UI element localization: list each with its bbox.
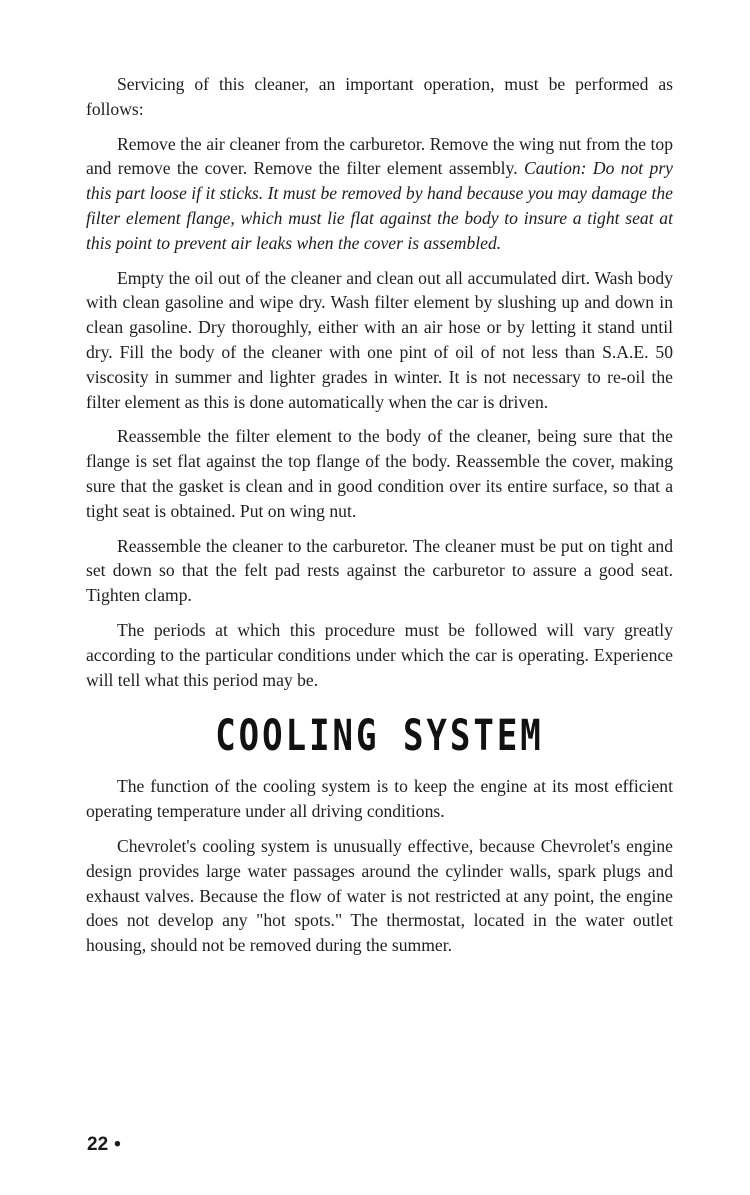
paragraph-cooling-function: The function of the cooling system is to keep the engine at its most efficient operating temperature under all driving conditions. <box>86 776 673 822</box>
paragraph-cooling-effective: Chevrolet's cooling system is unusually effective, because Chevrolet's engine design provides large water passages around the cylinder walls, spark plugs and exhaust valves. Because the flow of water is not restricted at any point, the engine does not develop any "hot spots." The thermostat, located in the water outlet housing, should not be removed during the summer. <box>86 835 673 956</box>
paragraph-service-periods: The periods at which this procedure must be followed will vary greatly according to the particular conditions under which the car is operating. Experience will tell what this period may be. <box>86 619 673 690</box>
paragraph-servicing-intro: Servicing of this cleaner, an important operation, must be performed as follows: <box>86 74 673 119</box>
paragraph-reassemble-cleaner: Reassemble the cleaner to the carburetor. The cleaner must be put on tight and set down so that the felt pad rests against the carburetor to assure a good seat. Tighten clamp. <box>86 535 673 606</box>
paragraph-empty-oil: Empty the oil out of the cleaner and clean out all accumulated dirt. Wash body with clean gasoline and wipe dry. Wash filter element by slushing up and down in clean gasoline. Dry thoroughly, either with an air hose or by letting it stand until dry. Fill the body of the cleaner with one pint of oil of not less than S.A.E. 50 viscosity in summer and lighter grades in winter. It is not necessary to re-oil the filter element as this is done automatically when the car is driven. <box>86 267 673 412</box>
caution-note: Caution: Do not pry this part loose if it sticks. It must be removed by hand because you may damage the filter element flange, which must lie flat against the body to insure a tight seat at this point to prevent air leaks when the cover is assembled. <box>86 158 673 253</box>
paragraph-remove-cleaner <box>86 132 673 256</box>
remove-cleaner-text: Remove the air cleaner from the carburetor. Remove the wing nut from the top and remove the cover. Remove the filter element assembly. <box>86 133 673 179</box>
body-text <box>86 72 673 968</box>
section-title-cooling-system: COOLING SYSTEM <box>215 711 544 762</box>
paragraph-reassemble-filter: Reassemble the filter element to the body of the cleaner, being sure that the flange is set flat against the top flange of the body. Reassemble the cover, making sure that the gasket is clean and in good condition over its entire surface, so that a tight seat is obtained. Put on wing nut. <box>86 426 673 521</box>
page-number <box>87 1134 121 1156</box>
page-number-value: 22 <box>87 1134 109 1155</box>
page-number-bullet: • <box>114 1134 121 1155</box>
